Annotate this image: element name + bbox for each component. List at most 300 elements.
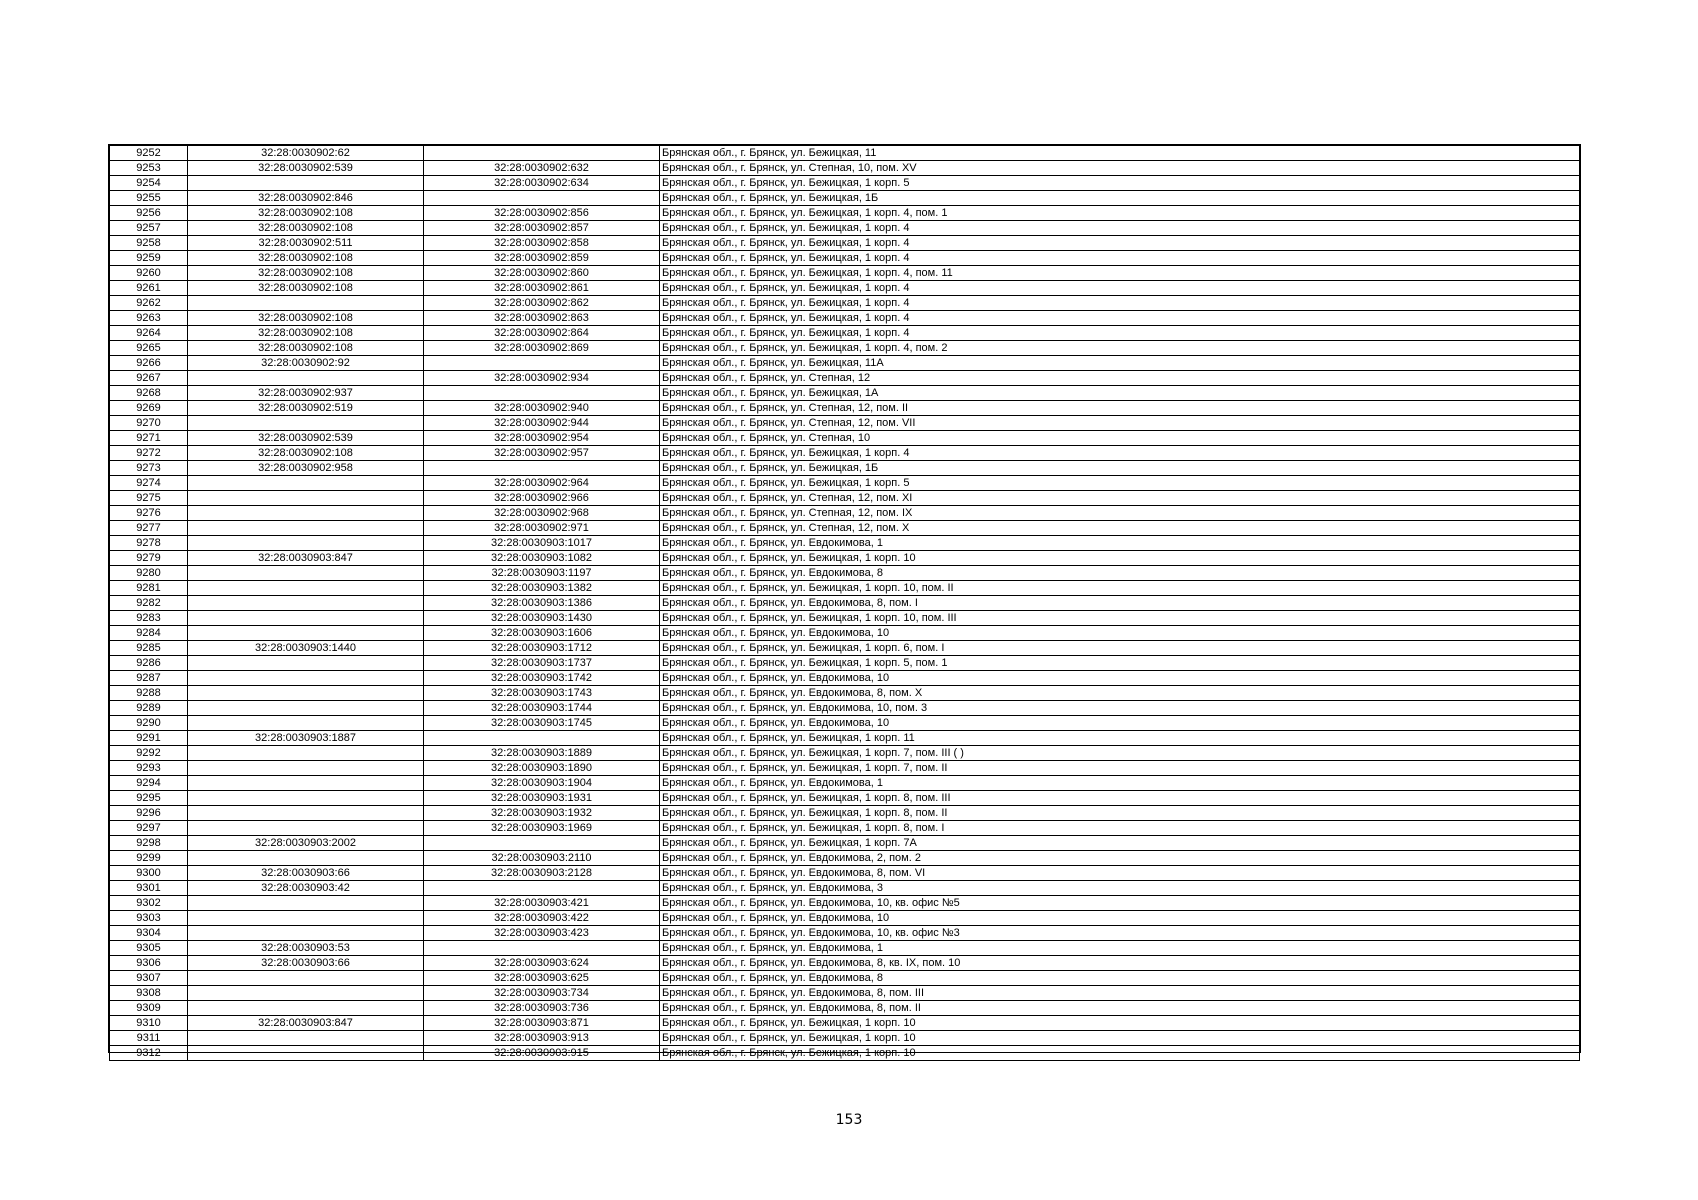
address-cell: Брянская обл., г. Брянск, ул. Степная, 12, пом. VII: [660, 416, 1580, 431]
table-row: [110, 701, 1580, 716]
parcel-number-cell: [188, 506, 424, 521]
row-number-cell: 9312: [110, 1046, 188, 1061]
table-row: [110, 626, 1580, 641]
object-number-cell: 32:28:0030902:856: [424, 206, 660, 221]
parcel-number-cell: [188, 926, 424, 941]
table-row: [110, 341, 1580, 356]
object-number-cell: 32:28:0030902:934: [424, 371, 660, 386]
table-row: [110, 236, 1580, 251]
row-number-cell: 9270: [110, 416, 188, 431]
object-number-cell: 32:28:0030903:1932: [424, 806, 660, 821]
address-cell: Брянская обл., г. Брянск, ул. Бежицкая, 1 корп. 10: [660, 1016, 1580, 1031]
table-row: [110, 1016, 1580, 1031]
object-number-cell: 32:28:0030902:954: [424, 431, 660, 446]
object-number-cell: 32:28:0030903:421: [424, 896, 660, 911]
table-row: [110, 386, 1580, 401]
parcel-number-cell: [188, 791, 424, 806]
parcel-number-cell: [188, 611, 424, 626]
row-number-cell: 9261: [110, 281, 188, 296]
parcel-number-cell: [188, 716, 424, 731]
table-row: [110, 731, 1580, 746]
object-number-cell: 32:28:0030902:634: [424, 176, 660, 191]
row-number-cell: 9263: [110, 311, 188, 326]
object-number-cell: 32:28:0030902:860: [424, 266, 660, 281]
parcel-number-cell: [188, 521, 424, 536]
table-row: [110, 176, 1580, 191]
row-number-cell: 9299: [110, 851, 188, 866]
parcel-number-cell: [188, 626, 424, 641]
object-number-cell: 32:28:0030903:1382: [424, 581, 660, 596]
row-number-cell: 9296: [110, 806, 188, 821]
object-number-cell: [424, 881, 660, 896]
table-row: [110, 776, 1580, 791]
parcel-number-cell: 32:28:0030903:847: [188, 1016, 424, 1031]
parcel-number-cell: 32:28:0030902:92: [188, 356, 424, 371]
object-number-cell: 32:28:0030903:1890: [424, 761, 660, 776]
row-number-cell: 9256: [110, 206, 188, 221]
row-number-cell: 9295: [110, 791, 188, 806]
parcel-number-cell: 32:28:0030902:539: [188, 161, 424, 176]
parcel-number-cell: [188, 986, 424, 1001]
row-number-cell: 9276: [110, 506, 188, 521]
address-cell: Брянская обл., г. Брянск, ул. Бежицкая, 1 корп. 5: [660, 476, 1580, 491]
object-number-cell: 32:28:0030903:734: [424, 986, 660, 1001]
table-row: [110, 896, 1580, 911]
address-cell: Брянская обл., г. Брянск, ул. Бежицкая, 1А: [660, 386, 1580, 401]
parcel-number-cell: 32:28:0030903:66: [188, 866, 424, 881]
parcel-number-cell: [188, 911, 424, 926]
address-cell: Брянская обл., г. Брянск, ул. Евдокимова, 1: [660, 536, 1580, 551]
parcel-number-cell: 32:28:0030902:108: [188, 341, 424, 356]
parcel-number-cell: [188, 971, 424, 986]
address-cell: Брянская обл., г. Брянск, ул. Бежицкая, 1 корп. 7, пом. II: [660, 761, 1580, 776]
address-cell: Брянская обл., г. Брянск, ул. Бежицкая, 1 корп. 7А: [660, 836, 1580, 851]
row-number-cell: 9294: [110, 776, 188, 791]
parcel-number-cell: [188, 686, 424, 701]
table-row: [110, 446, 1580, 461]
table-row: [110, 881, 1580, 896]
parcel-number-cell: 32:28:0030902:108: [188, 206, 424, 221]
table-row: [110, 986, 1580, 1001]
table-row: [110, 356, 1580, 371]
object-number-cell: [424, 386, 660, 401]
parcel-number-cell: [188, 176, 424, 191]
object-number-cell: [424, 731, 660, 746]
object-number-cell: 32:28:0030902:864: [424, 326, 660, 341]
object-number-cell: 32:28:0030902:957: [424, 446, 660, 461]
address-cell: Брянская обл., г. Брянск, ул. Бежицкая, 1 корп. 10: [660, 1046, 1580, 1061]
address-cell: Брянская обл., г. Брянск, ул. Бежицкая, 11А: [660, 356, 1580, 371]
address-cell: Брянская обл., г. Брянск, ул. Бежицкая, 1 корп. 4: [660, 236, 1580, 251]
table-row: [110, 191, 1580, 206]
parcel-number-cell: 32:28:0030902:108: [188, 266, 424, 281]
table-row: [110, 401, 1580, 416]
address-cell: Брянская обл., г. Брянск, ул. Бежицкая, 1 корп. 4, пом. 2: [660, 341, 1580, 356]
table-row: [110, 296, 1580, 311]
parcel-number-cell: [188, 761, 424, 776]
row-number-cell: 9289: [110, 701, 188, 716]
page-number: 153: [835, 1112, 863, 1128]
address-cell: Брянская обл., г. Брянск, ул. Евдокимова, 2, пом. 2: [660, 851, 1580, 866]
object-number-cell: 32:28:0030903:1889: [424, 746, 660, 761]
table-row: [110, 836, 1580, 851]
row-number-cell: 9304: [110, 926, 188, 941]
address-cell: Брянская обл., г. Брянск, ул. Бежицкая, 1 корп. 7, пом. III ( ): [660, 746, 1580, 761]
row-number-cell: 9266: [110, 356, 188, 371]
object-number-cell: 32:28:0030903:1745: [424, 716, 660, 731]
table-row: [110, 461, 1580, 476]
address-cell: Брянская обл., г. Брянск, ул. Евдокимова, 1: [660, 776, 1580, 791]
row-number-cell: 9305: [110, 941, 188, 956]
row-number-cell: 9307: [110, 971, 188, 986]
parcel-number-cell: [188, 656, 424, 671]
row-number-cell: 9279: [110, 551, 188, 566]
row-number-cell: 9290: [110, 716, 188, 731]
table-row: [110, 791, 1580, 806]
object-number-cell: 32:28:0030902:968: [424, 506, 660, 521]
parcel-number-cell: [188, 566, 424, 581]
address-cell: Брянская обл., г. Брянск, ул. Бежицкая, 1 корп. 4, пом. 1: [660, 206, 1580, 221]
parcel-number-cell: 32:28:0030903:66: [188, 956, 424, 971]
row-number-cell: 9306: [110, 956, 188, 971]
table-row: [110, 971, 1580, 986]
address-cell: Брянская обл., г. Брянск, ул. Бежицкая, 1 корп. 5: [660, 176, 1580, 191]
parcel-number-cell: 32:28:0030902:108: [188, 251, 424, 266]
row-number-cell: 9281: [110, 581, 188, 596]
table-row: [110, 746, 1580, 761]
row-number-cell: 9269: [110, 401, 188, 416]
object-number-cell: 32:28:0030902:971: [424, 521, 660, 536]
table-row: [110, 941, 1580, 956]
table-row: [110, 1031, 1580, 1046]
table-row: [110, 506, 1580, 521]
parcel-number-cell: [188, 1001, 424, 1016]
parcel-number-cell: [188, 476, 424, 491]
table-row: [110, 656, 1580, 671]
parcel-number-cell: [188, 371, 424, 386]
row-number-cell: 9282: [110, 596, 188, 611]
parcel-number-cell: 32:28:0030902:108: [188, 326, 424, 341]
row-number-cell: 9285: [110, 641, 188, 656]
parcel-number-cell: 32:28:0030902:539: [188, 431, 424, 446]
object-number-cell: 32:28:0030902:863: [424, 311, 660, 326]
table-row: [110, 866, 1580, 881]
parcel-number-cell: [188, 536, 424, 551]
address-cell: Брянская обл., г. Брянск, ул. Бежицкая, 1 корп. 4: [660, 296, 1580, 311]
row-number-cell: 9267: [110, 371, 188, 386]
row-number-cell: 9291: [110, 731, 188, 746]
row-number-cell: 9303: [110, 911, 188, 926]
object-number-cell: 32:28:0030903:2110: [424, 851, 660, 866]
table-row: [110, 326, 1580, 341]
row-number-cell: 9264: [110, 326, 188, 341]
object-number-cell: 32:28:0030903:1931: [424, 791, 660, 806]
address-cell: Брянская обл., г. Брянск, ул. Бежицкая, 1 корп. 4: [660, 251, 1580, 266]
table-row: [110, 596, 1580, 611]
address-cell: Брянская обл., г. Брянск, ул. Евдокимова, 8, пом. II: [660, 1001, 1580, 1016]
parcel-number-cell: [188, 296, 424, 311]
register-table-body: [110, 146, 1580, 1061]
parcel-number-cell: 32:28:0030902:937: [188, 386, 424, 401]
object-number-cell: 32:28:0030903:1017: [424, 536, 660, 551]
parcel-number-cell: 32:28:0030903:1440: [188, 641, 424, 656]
object-number-cell: [424, 461, 660, 476]
parcel-number-cell: 32:28:0030903:1887: [188, 731, 424, 746]
address-cell: Брянская обл., г. Брянск, ул. Бежицкая, 1 корп. 4: [660, 446, 1580, 461]
object-number-cell: 32:28:0030902:632: [424, 161, 660, 176]
object-number-cell: 32:28:0030902:966: [424, 491, 660, 506]
table-row: [110, 221, 1580, 236]
address-cell: Брянская обл., г. Брянск, ул. Евдокимова, 10, пом. 3: [660, 701, 1580, 716]
row-number-cell: 9278: [110, 536, 188, 551]
table-row: [110, 716, 1580, 731]
address-cell: Брянская обл., г. Брянск, ул. Бежицкая, 1 корп. 8, пом. III: [660, 791, 1580, 806]
parcel-number-cell: 32:28:0030902:108: [188, 446, 424, 461]
parcel-number-cell: [188, 851, 424, 866]
object-number-cell: 32:28:0030902:861: [424, 281, 660, 296]
object-number-cell: [424, 191, 660, 206]
parcel-number-cell: [188, 416, 424, 431]
parcel-number-cell: 32:28:0030902:108: [188, 281, 424, 296]
parcel-number-cell: [188, 896, 424, 911]
address-cell: Брянская обл., г. Брянск, ул. Евдокимова, 8, пом. III: [660, 986, 1580, 1001]
address-cell: Брянская обл., г. Брянск, ул. Степная, 10: [660, 431, 1580, 446]
table-row: [110, 806, 1580, 821]
address-cell: Брянская обл., г. Брянск, ул. Бежицкая, 1Б: [660, 191, 1580, 206]
object-number-cell: 32:28:0030903:1082: [424, 551, 660, 566]
parcel-number-cell: 32:28:0030903:847: [188, 551, 424, 566]
address-cell: Брянская обл., г. Брянск, ул. Евдокимова, 8: [660, 971, 1580, 986]
row-number-cell: 9277: [110, 521, 188, 536]
object-number-cell: 32:28:0030903:1737: [424, 656, 660, 671]
object-number-cell: 32:28:0030903:2128: [424, 866, 660, 881]
row-number-cell: 9268: [110, 386, 188, 401]
address-cell: Брянская обл., г. Брянск, ул. Евдокимова, 10: [660, 716, 1580, 731]
object-number-cell: 32:28:0030902:857: [424, 221, 660, 236]
parcel-number-cell: 32:28:0030903:53: [188, 941, 424, 956]
object-number-cell: [424, 356, 660, 371]
parcel-number-cell: 32:28:0030902:846: [188, 191, 424, 206]
object-number-cell: 32:28:0030903:1904: [424, 776, 660, 791]
table-row: [110, 206, 1580, 221]
object-number-cell: 32:28:0030903:915: [424, 1046, 660, 1061]
row-number-cell: 9287: [110, 671, 188, 686]
object-number-cell: 32:28:0030903:1744: [424, 701, 660, 716]
table-row: [110, 266, 1580, 281]
row-number-cell: 9310: [110, 1016, 188, 1031]
table-row: [110, 926, 1580, 941]
row-number-cell: 9300: [110, 866, 188, 881]
parcel-number-cell: [188, 671, 424, 686]
row-number-cell: 9255: [110, 191, 188, 206]
table-row: [110, 281, 1580, 296]
object-number-cell: 32:28:0030903:625: [424, 971, 660, 986]
parcel-number-cell: 32:28:0030902:62: [188, 146, 424, 161]
row-number-cell: 9253: [110, 161, 188, 176]
address-cell: Брянская обл., г. Брянск, ул. Евдокимова, 10: [660, 911, 1580, 926]
row-number-cell: 9284: [110, 626, 188, 641]
object-number-cell: 32:28:0030903:1743: [424, 686, 660, 701]
table-row: [110, 1001, 1580, 1016]
address-cell: Брянская обл., г. Брянск, ул. Бежицкая, 1Б: [660, 461, 1580, 476]
address-cell: Брянская обл., г. Брянск, ул. Бежицкая, 1 корп. 4: [660, 311, 1580, 326]
table-row: [110, 851, 1580, 866]
address-cell: Брянская обл., г. Брянск, ул. Бежицкая, 1 корп. 4: [660, 326, 1580, 341]
object-number-cell: 32:28:0030902:940: [424, 401, 660, 416]
parcel-number-cell: 32:28:0030902:511: [188, 236, 424, 251]
table-row: [110, 551, 1580, 566]
object-number-cell: 32:28:0030902:944: [424, 416, 660, 431]
object-number-cell: 32:28:0030903:1197: [424, 566, 660, 581]
object-number-cell: 32:28:0030902:869: [424, 341, 660, 356]
table-row: [110, 416, 1580, 431]
row-number-cell: 9308: [110, 986, 188, 1001]
address-cell: Брянская обл., г. Брянск, ул. Бежицкая, 1 корп. 10: [660, 551, 1580, 566]
object-number-cell: 32:28:0030903:1712: [424, 641, 660, 656]
parcel-number-cell: [188, 701, 424, 716]
parcel-number-cell: [188, 821, 424, 836]
parcel-number-cell: [188, 596, 424, 611]
address-cell: Брянская обл., г. Брянск, ул. Евдокимова, 10: [660, 671, 1580, 686]
address-cell: Брянская обл., г. Брянск, ул. Евдокимова, 8, кв. IX, пом. 10: [660, 956, 1580, 971]
table-row: [110, 641, 1580, 656]
table-row: [110, 581, 1580, 596]
address-cell: Брянская обл., г. Брянск, ул. Степная, 12, пом. X: [660, 521, 1580, 536]
row-number-cell: 9259: [110, 251, 188, 266]
object-number-cell: 32:28:0030903:913: [424, 1031, 660, 1046]
object-number-cell: 32:28:0030902:862: [424, 296, 660, 311]
parcel-number-cell: 32:28:0030902:108: [188, 311, 424, 326]
parcel-number-cell: [188, 491, 424, 506]
address-cell: Брянская обл., г. Брянск, ул. Евдокимова, 8, пом. I: [660, 596, 1580, 611]
table-row: [110, 536, 1580, 551]
object-number-cell: 32:28:0030903:1969: [424, 821, 660, 836]
row-number-cell: 9262: [110, 296, 188, 311]
row-number-cell: 9275: [110, 491, 188, 506]
table-row: [110, 761, 1580, 776]
row-number-cell: 9286: [110, 656, 188, 671]
address-cell: Брянская обл., г. Брянск, ул. Бежицкая, 1 корп. 10, пом. III: [660, 611, 1580, 626]
address-cell: Брянская обл., г. Брянск, ул. Степная, 10, пом. XV: [660, 161, 1580, 176]
address-cell: Брянская обл., г. Брянск, ул. Степная, 12, пом. IX: [660, 506, 1580, 521]
table-row: [110, 251, 1580, 266]
object-number-cell: [424, 941, 660, 956]
object-number-cell: 32:28:0030903:624: [424, 956, 660, 971]
table-row: [110, 611, 1580, 626]
object-number-cell: [424, 146, 660, 161]
row-number-cell: 9252: [110, 146, 188, 161]
row-number-cell: 9273: [110, 461, 188, 476]
address-cell: Брянская обл., г. Брянск, ул. Бежицкая, 1 корп. 4, пом. 11: [660, 266, 1580, 281]
parcel-number-cell: 32:28:0030902:519: [188, 401, 424, 416]
address-cell: Брянская обл., г. Брянск, ул. Евдокимова, 10, кв. офис №3: [660, 926, 1580, 941]
object-number-cell: 32:28:0030903:1606: [424, 626, 660, 641]
object-number-cell: 32:28:0030903:1430: [424, 611, 660, 626]
row-number-cell: 9271: [110, 431, 188, 446]
parcel-number-cell: [188, 1046, 424, 1061]
row-number-cell: 9298: [110, 836, 188, 851]
parcel-number-cell: 32:28:0030902:108: [188, 221, 424, 236]
address-cell: Брянская обл., г. Брянск, ул. Бежицкая, 1 корп. 10: [660, 1031, 1580, 1046]
table-row: [110, 161, 1580, 176]
address-cell: Брянская обл., г. Брянск, ул. Евдокимова, 3: [660, 881, 1580, 896]
row-number-cell: 9258: [110, 236, 188, 251]
parcel-number-cell: 32:28:0030903:42: [188, 881, 424, 896]
table-row: [110, 956, 1580, 971]
address-cell: Брянская обл., г. Брянск, ул. Евдокимова, 8, пом. X: [660, 686, 1580, 701]
parcel-number-cell: [188, 581, 424, 596]
table-row: [110, 566, 1580, 581]
parcel-number-cell: [188, 806, 424, 821]
object-number-cell: 32:28:0030903:423: [424, 926, 660, 941]
parcel-number-cell: [188, 776, 424, 791]
row-number-cell: 9260: [110, 266, 188, 281]
object-number-cell: 32:28:0030903:422: [424, 911, 660, 926]
table-row: [110, 371, 1580, 386]
table-row: [110, 821, 1580, 836]
object-number-cell: 32:28:0030903:871: [424, 1016, 660, 1031]
address-cell: Брянская обл., г. Брянск, ул. Бежицкая, 1 корп. 8, пом. II: [660, 806, 1580, 821]
address-cell: Брянская обл., г. Брянск, ул. Бежицкая, 1 корп. 11: [660, 731, 1580, 746]
row-number-cell: 9254: [110, 176, 188, 191]
table-row: [110, 431, 1580, 446]
table-row: [110, 521, 1580, 536]
row-number-cell: 9257: [110, 221, 188, 236]
row-number-cell: 9283: [110, 611, 188, 626]
row-number-cell: 9293: [110, 761, 188, 776]
row-number-cell: 9292: [110, 746, 188, 761]
parcel-number-cell: 32:28:0030902:958: [188, 461, 424, 476]
address-cell: Брянская обл., г. Брянск, ул. Евдокимова, 8: [660, 566, 1580, 581]
table-row: [110, 686, 1580, 701]
row-number-cell: 9301: [110, 881, 188, 896]
row-number-cell: 9302: [110, 896, 188, 911]
table-row: [110, 671, 1580, 686]
row-number-cell: 9265: [110, 341, 188, 356]
object-number-cell: 32:28:0030903:1386: [424, 596, 660, 611]
table-row: [110, 476, 1580, 491]
object-number-cell: 32:28:0030902:859: [424, 251, 660, 266]
address-cell: Брянская обл., г. Брянск, ул. Евдокимова, 10, кв. офис №5: [660, 896, 1580, 911]
row-number-cell: 9280: [110, 566, 188, 581]
row-number-cell: 9272: [110, 446, 188, 461]
address-cell: Брянская обл., г. Брянск, ул. Степная, 12: [660, 371, 1580, 386]
address-cell: Брянская обл., г. Брянск, ул. Бежицкая, 1 корп. 4: [660, 281, 1580, 296]
table-row: [110, 146, 1580, 161]
row-number-cell: 9288: [110, 686, 188, 701]
register-table: [109, 145, 1580, 1061]
object-number-cell: 32:28:0030903:736: [424, 1001, 660, 1016]
address-cell: Брянская обл., г. Брянск, ул. Евдокимова, 1: [660, 941, 1580, 956]
address-cell: Брянская обл., г. Брянск, ул. Степная, 12, пом. II: [660, 401, 1580, 416]
row-number-cell: 9297: [110, 821, 188, 836]
table-row: [110, 311, 1580, 326]
object-number-cell: 32:28:0030903:1742: [424, 671, 660, 686]
object-number-cell: 32:28:0030902:964: [424, 476, 660, 491]
address-cell: Брянская обл., г. Брянск, ул. Бежицкая, 1 корп. 4: [660, 221, 1580, 236]
parcel-number-cell: [188, 1031, 424, 1046]
address-cell: Брянская обл., г. Брянск, ул. Бежицкая, 1 корп. 10, пом. II: [660, 581, 1580, 596]
row-number-cell: 9274: [110, 476, 188, 491]
address-cell: Брянская обл., г. Брянск, ул. Степная, 12, пом. XI: [660, 491, 1580, 506]
address-cell: Брянская обл., г. Брянск, ул. Евдокимова, 8, пом. VI: [660, 866, 1580, 881]
address-cell: Брянская обл., г. Брянск, ул. Бежицкая, 1 корп. 5, пом. 1: [660, 656, 1580, 671]
address-cell: Брянская обл., г. Брянск, ул. Бежицкая, 1 корп. 8, пом. I: [660, 821, 1580, 836]
parcel-number-cell: [188, 746, 424, 761]
row-number-cell: 9309: [110, 1001, 188, 1016]
object-number-cell: 32:28:0030902:858: [424, 236, 660, 251]
parcel-number-cell: 32:28:0030903:2002: [188, 836, 424, 851]
